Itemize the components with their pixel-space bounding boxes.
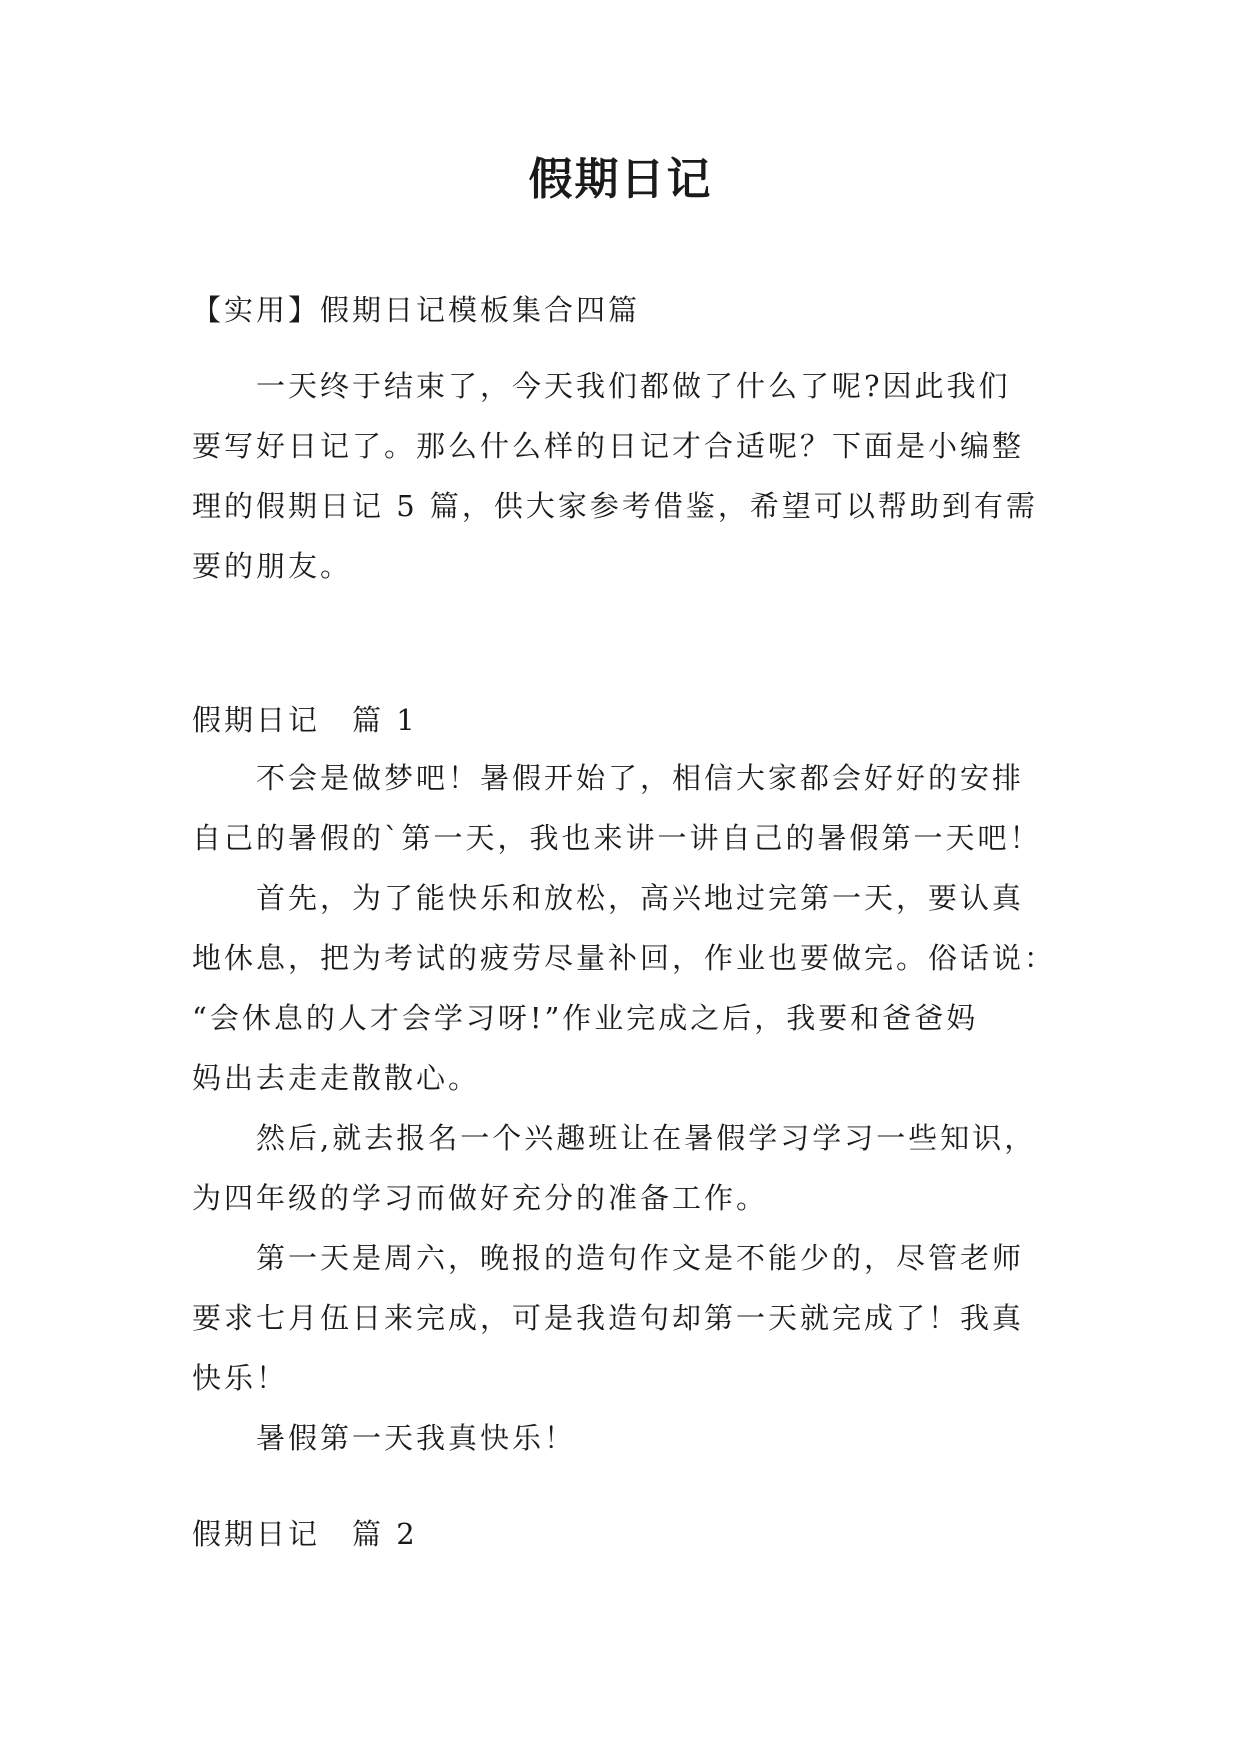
text-line: 妈出去走走散散心。 xyxy=(192,1061,481,1095)
text-line: 暑假第一天我真快乐！ xyxy=(192,1421,577,1455)
text-line: 地休息，把为考试的疲劳尽量补回，作业也要做完。俗话说： xyxy=(192,941,1057,975)
text-line: 自己的暑假的`第一天，我也来讲一讲自己的暑假第一天吧！ xyxy=(192,821,1042,855)
text-line: 要写好日记了。那么什么样的日记才合适呢？下面是小编整 xyxy=(192,429,1025,463)
text-line: 为四年级的学习而做好充分的准备工作。 xyxy=(192,1181,769,1215)
text-line: 一天终于结束了，今天我们都做了什么了呢?因此我们 xyxy=(192,369,1011,403)
section-body-1 xyxy=(192,748,1057,1468)
intro-paragraph xyxy=(192,356,1052,596)
text-line: 要的朋友。 xyxy=(192,549,353,583)
text-line: 快乐！ xyxy=(192,1361,289,1395)
text-line: “会休息的人才会学习呀!”作业完成之后，我要和爸爸妈 xyxy=(192,1001,979,1035)
document-subtitle: 【实用】假期日记模板集合四篇 xyxy=(192,293,641,327)
document-title: 假期日记 xyxy=(528,154,713,205)
section-heading-1: 假期日记 篇 1 xyxy=(192,703,418,737)
text-line: 第一天是周六，晚报的造句作文是不能少的，尽管老师 xyxy=(192,1241,1025,1275)
text-line: 不会是做梦吧！暑假开始了，相信大家都会好好的安排 xyxy=(192,761,1025,795)
text-line: 首先，为了能快乐和放松，高兴地过完第一天，要认真 xyxy=(192,881,1025,915)
text-line: 然后,就去报名一个兴趣班让在暑假学习学习一些知识， xyxy=(192,1121,1037,1155)
text-line: 要求七月伍日来完成，可是我造句却第一天就完成了！我真 xyxy=(192,1301,1025,1335)
text-line: 理的假期日记 5 篇，供大家参考借鉴，希望可以帮助到有需 xyxy=(192,489,1038,523)
section-heading-2: 假期日记 篇 2 xyxy=(192,1517,418,1551)
